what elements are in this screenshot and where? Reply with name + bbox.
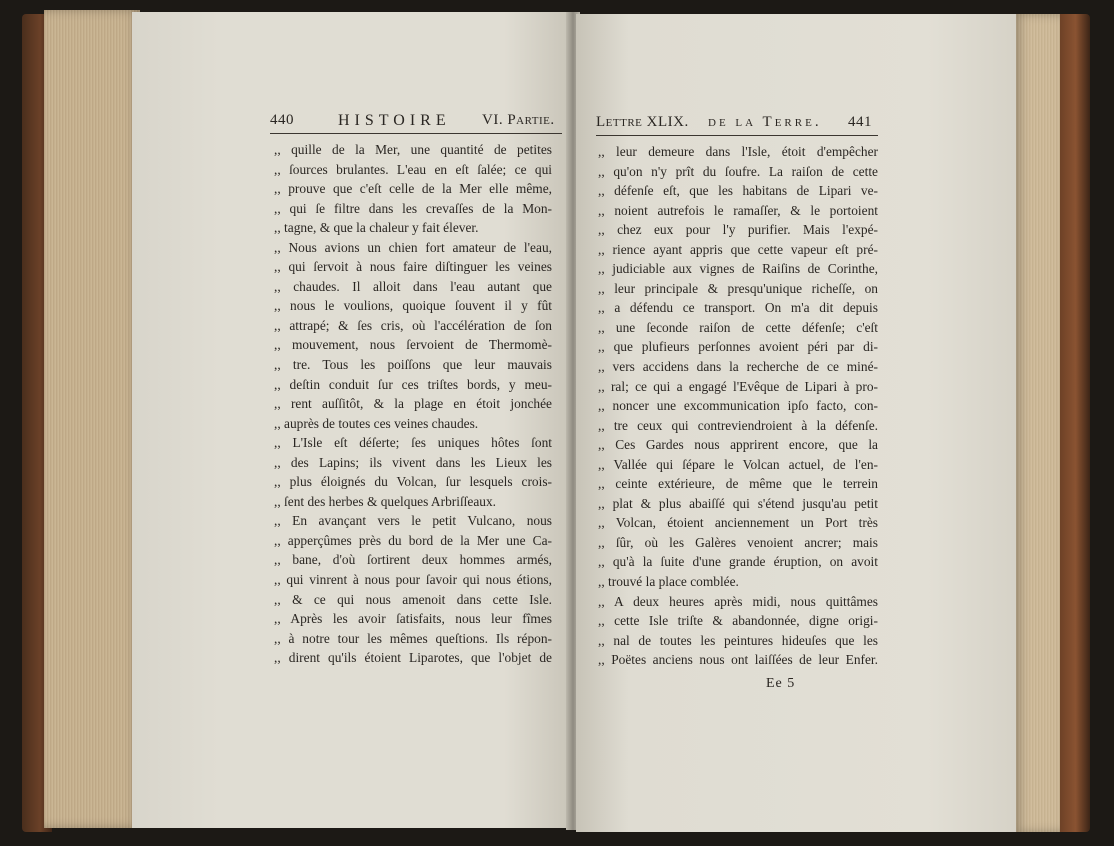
text-line: ,, A deux heures après midi, nous quittâmes xyxy=(598,593,878,609)
text-line: ,, tagne, & que la chaleur y fait élever. xyxy=(274,220,479,236)
right-cover xyxy=(1058,14,1090,832)
text-line: ,, Vallée qui ſépare le Volcan actuel, de l'en- xyxy=(598,456,878,472)
text-line: ,, ſources brulantes. L'eau en eſt ſalée; ce qui xyxy=(274,161,552,177)
text-line: ,, ceinte extérieure, de même que le terrein xyxy=(598,476,878,492)
left-page-number: 440 xyxy=(270,112,294,128)
text-line: ,, En avançant vers le petit Vulcano, nous xyxy=(274,513,552,529)
text-line: ,, apperçûmes près du bord de la Mer une Ca- xyxy=(274,532,552,548)
left-running-title: HISTOIRE xyxy=(338,112,451,129)
text-line: ,, chaudes. Il alloit dans l'eau autant que xyxy=(274,278,552,294)
right-running-title: de la Terre. xyxy=(708,114,822,130)
right-body-text xyxy=(598,142,878,670)
left-page xyxy=(132,12,570,828)
left-running-head xyxy=(270,112,560,132)
text-line: ,, bane, d'où ſortirent deux hommes armés, xyxy=(274,552,552,568)
text-line: ,, prouve que c'eſt celle de la Mer elle même, xyxy=(274,181,552,197)
right-running-letter: Lettre XLIX. xyxy=(596,114,689,130)
text-line: ,, mouvement, nous ſervoient de Thermomè- xyxy=(274,337,552,353)
left-body-text xyxy=(274,140,552,668)
text-line: ,, nous le voulions, quoique ſouvent il y fût xyxy=(274,298,552,314)
left-page-edges xyxy=(44,10,140,828)
left-head-rule xyxy=(270,133,562,134)
text-line: ,, ſûr, où les Galères venoient ancrer; mais xyxy=(598,534,878,550)
right-head-rule xyxy=(596,135,878,136)
text-line: ,, qu'à la ſuite d'une grande éruption, on avoit xyxy=(598,554,878,570)
text-line: ,, à notre tour les mêmes queſtions. Ils répon- xyxy=(274,630,552,646)
right-page xyxy=(576,14,1016,832)
text-line: ,, rent auſſitôt, & la plage en étoit jonchée xyxy=(274,396,552,412)
text-line: ,, Nous avions un chien fort amateur de l'eau, xyxy=(274,239,552,255)
signature-mark: Ee 5 xyxy=(766,676,796,691)
text-line: ,, vers accidens dans la recherche de ce miné- xyxy=(598,359,878,375)
text-line: ,, tre. Tous les poiſſons que leur mauvais xyxy=(274,357,552,373)
right-page-edges xyxy=(1014,14,1060,832)
text-line: ,, qu'on n'y prît du ſoufre. La raiſon de cette xyxy=(598,163,878,179)
right-page-number: 441 xyxy=(848,114,872,130)
text-line: ,, Poëtes anciens nous ont laiſſées de leur Enfer. xyxy=(598,652,878,668)
text-line: ,, cette Isle triſte & abandonnée, digne origi- xyxy=(598,613,878,629)
text-line: ,, trouvé la place comblée. xyxy=(598,574,739,590)
text-line: ,, noient autrefois le ramaſſer, & le portoient xyxy=(598,202,878,218)
text-line: ,, attrapé; & ſes cris, où l'accélération de ſon xyxy=(274,317,552,333)
text-line: ,, & ce qui nous amenoit dans cette Isle. xyxy=(274,591,552,607)
text-line: ,, rience ayant appris que cette vapeur eſt pré- xyxy=(598,241,878,257)
text-line: ,, dirent qu'ils étoient Liparotes, que l'objet de xyxy=(274,650,552,666)
text-line: ,, judiciable aux vignes de Raiſins de Corinthe, xyxy=(598,261,878,277)
text-line: ,, qui ſe filtre dans les crevaſſes de la Mon- xyxy=(274,200,552,216)
left-running-part: VI. Partie. xyxy=(482,112,555,128)
text-line: ,, nal de toutes les peintures hideuſes que les xyxy=(598,632,878,648)
text-line: ,, leur demeure dans l'Isle, étoit d'empêcher xyxy=(598,144,878,159)
text-line: ,, quille de la Mer, une quantité de petites xyxy=(274,142,552,157)
text-line: ,, deſtin conduit ſur ces triſtes bords, y meu- xyxy=(274,376,552,392)
text-line: ,, tre ceux qui contreviendroient à la défenſe. xyxy=(598,417,878,433)
right-running-head xyxy=(596,114,878,134)
text-line: ,, auprès de toutes ces veines chaudes. xyxy=(274,415,479,431)
text-line: ,, chez eux pour l'y purifier. Mais l'expé- xyxy=(598,222,878,238)
text-line: ,, qui vinrent à nous pour ſavoir qui nous étions, xyxy=(274,572,552,588)
text-line: ,, L'Isle eſt déſerte; ſes uniques hôtes ſont xyxy=(274,435,552,451)
text-line: ,, plat & plus abaiſſé qui s'étend jusqu'au petit xyxy=(598,495,878,511)
text-line: ,, noncer une excommunication ipſo facto, con- xyxy=(598,398,878,414)
text-line: ,, que plufieurs perſonnes avoient péri par di- xyxy=(598,339,878,355)
text-line: ,, une ſeconde raiſon de cette défenſe; c'eſt xyxy=(598,319,878,335)
text-line: ,, ral; ce qui a engagé l'Evêque de Lipari à pro- xyxy=(598,378,878,394)
text-line: ,, leur principale & presqu'unique richeſſe, on xyxy=(598,280,878,296)
text-line: ,, Volcan, étoient anciennement un Port très xyxy=(598,515,878,531)
text-line: ,, a défendu ce transport. On m'a dit depuis xyxy=(598,300,878,316)
text-line: ,, défenſe eſt, que les habitans de Lipari ve- xyxy=(598,183,878,199)
text-line: ,, qui ſervoit à nous faire diſtinguer les veines xyxy=(274,259,552,275)
text-line: ,, ſent des herbes & quelques Arbriſſeaux. xyxy=(274,493,497,509)
text-line: ,, plus éloignés du Volcan, ſur lesquels crois- xyxy=(274,474,552,490)
text-line: ,, Après les avoir ſatisfaits, nous leur fîmes xyxy=(274,611,552,627)
text-line: ,, des Lapins; ils vivent dans les Lieux les xyxy=(274,454,552,470)
text-line: ,, Ces Gardes nous apprirent encore, que la xyxy=(598,437,878,453)
